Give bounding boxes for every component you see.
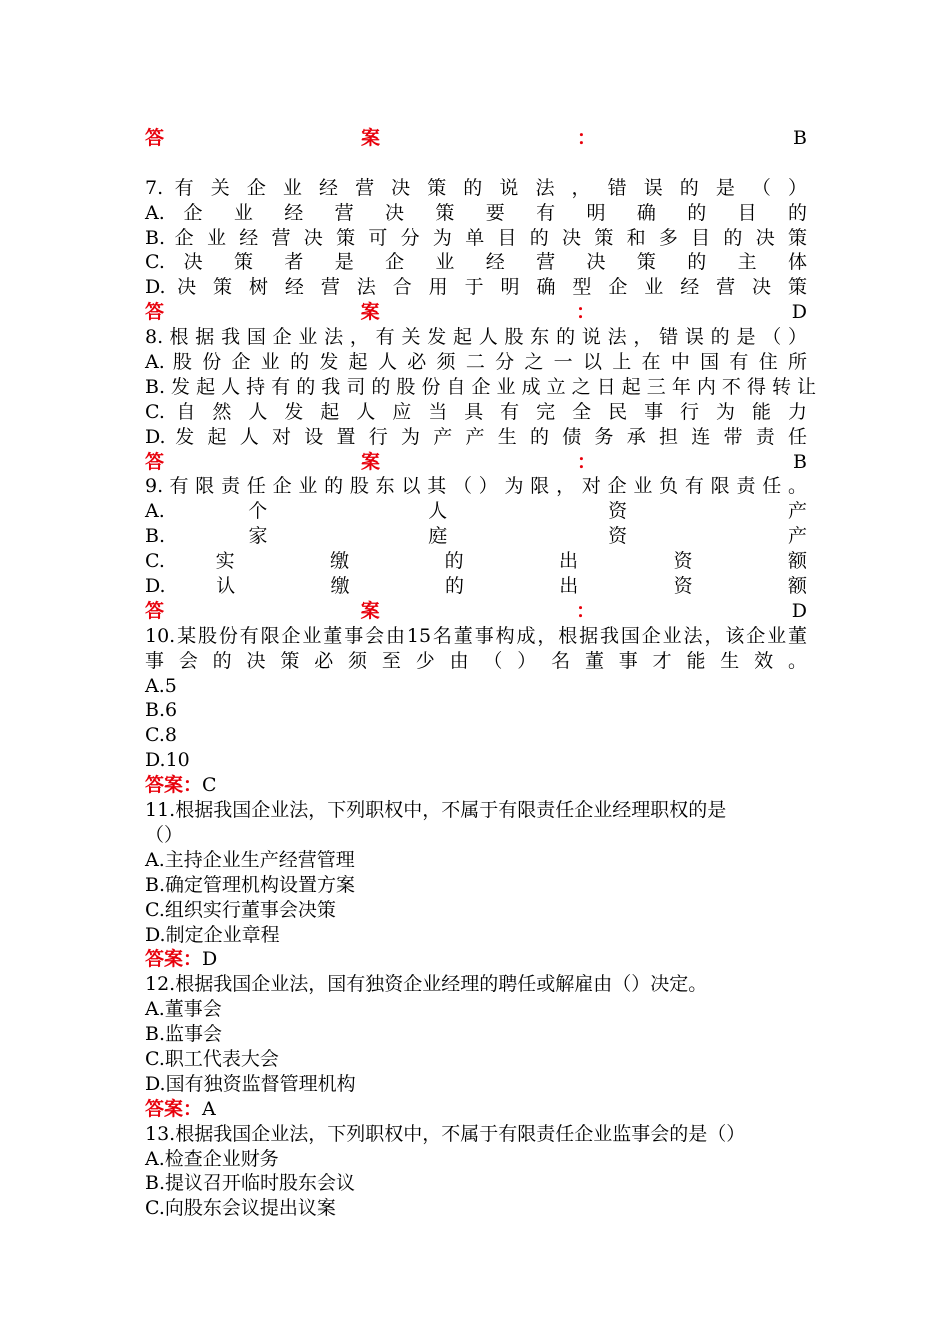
- option-a: A. 股 份 企 业 的 发 起 人 必 须 二 分 之 一 以 上 在 中 国 有 住 所: [145, 351, 807, 374]
- answer-label-char: 案: [360, 301, 475, 324]
- option-b: B.6: [145, 699, 178, 722]
- answer-value: D: [791, 301, 807, 324]
- answer-label: 答案：: [145, 948, 203, 971]
- option-a: A.5: [145, 674, 177, 697]
- option-d: D.国有独资监督管理机构: [145, 1072, 356, 1095]
- option-c: C. 实 缴 的 出 资 额: [145, 550, 807, 573]
- option-a: A. 个 人 资 产: [145, 500, 807, 523]
- option-c: C. 自 然 人 发 起 人 应 当 具 有 完 全 民 事 行 为 能 力: [145, 400, 807, 423]
- option-a: A.检查企业财务: [145, 1147, 279, 1170]
- answer-value: B: [793, 450, 807, 473]
- option-b: B.监事会: [145, 1023, 223, 1046]
- option-c: C.向股东会议提出议案: [145, 1197, 336, 1220]
- answer-label-char: 答: [145, 450, 260, 473]
- answer-line-q6: [145, 126, 807, 151]
- answer-value: D: [202, 948, 218, 971]
- option-b: B.确定管理机构设置方案: [145, 873, 356, 896]
- answer-line-q10: [145, 773, 807, 798]
- option-d: D.制定企业章程: [145, 923, 280, 946]
- document-content: [145, 126, 817, 1221]
- option-c: C.职工代表大会: [145, 1047, 279, 1070]
- question-stem: 10.某股份有限企业董事会由15名董事构成，根据我国企业法，该企业董: [145, 624, 807, 647]
- option-c: C.8: [145, 724, 177, 747]
- option-d: D. 决 策 树 经 营 法 合 用 于 明 确 型 企 业 经 营 决 策: [145, 276, 807, 299]
- option-d: D. 发 起 人 对 设 置 行 为 产 产 生 的 债 务 承 担 连 带 责 任: [145, 425, 807, 448]
- option-a: A.董事会: [145, 998, 222, 1021]
- answer-label-char: 答: [145, 127, 260, 149]
- option-b: B. 家 庭 资 产: [145, 525, 807, 548]
- option-d: D.10: [145, 749, 190, 772]
- answer-value: B: [793, 127, 807, 149]
- answer-label-char: 答: [145, 301, 260, 324]
- question-stem: 8. 根 据 我 国 企 业 法 ， 有 关 发 起 人 股 东 的 说 法 ， 错 误 的 是 （ ）: [145, 326, 807, 349]
- question-stem-continued: （）: [145, 823, 184, 846]
- question-stem: 7. 有 关 企 业 经 营 决 策 的 说 法 ， 错 误 的 是 （ ）: [145, 176, 807, 199]
- answer-label-char: ：: [576, 301, 691, 324]
- option-c: C. 决 策 者 是 企 业 经 营 决 策 的 主 体: [145, 251, 807, 274]
- question-stem: 13.根据我国企业法，下列职权中，不属于有限责任企业监事会的是（）: [145, 1122, 746, 1145]
- answer-label-char: 案: [361, 450, 476, 473]
- option-c: C.组织实行董事会决策: [145, 898, 336, 921]
- answer-label-char: ：: [577, 450, 692, 473]
- option-a: A.主持企业生产经营管理: [145, 848, 355, 871]
- option-b: B.提议召开临时股东会议: [145, 1172, 356, 1195]
- question-stem: 12.根据我国企业法，国有独资企业经理的聘任或解雇由（）决定。: [145, 973, 708, 996]
- option-b: B. 发 起 人 持 有 的 我 司 的 股 份 自 企 业 成 立 之 日 起 三 年 内 不 得 转 让: [145, 375, 817, 398]
- answer-value: A: [202, 1097, 216, 1120]
- option-a: A. 企 业 经 营 决 策 要 有 明 确 的 目 的: [145, 201, 807, 224]
- answer-value: C: [202, 774, 217, 797]
- answer-label-char: 案: [360, 599, 475, 622]
- answer-label-char: ：: [576, 599, 691, 622]
- answer-line-q8: [145, 450, 807, 475]
- answer-label: 答案：: [145, 774, 203, 797]
- answer-line-q9: [145, 599, 807, 624]
- answer-line-q7: [145, 300, 807, 325]
- answer-label-char: 案: [361, 127, 476, 149]
- answer-label-char: 答: [145, 599, 260, 622]
- answer-label-char: ：: [577, 127, 692, 149]
- option-d: D. 认 缴 的 出 资 额: [145, 575, 807, 598]
- question-stem: 9. 有 限 责 任 企 业 的 股 东 以 其 （ ） 为 限 ， 对 企 业 负 有 限 责 任 。: [145, 475, 807, 498]
- question-stem: 11.根据我国企业法，下列职权中，不属于有限责任企业经理职权的是: [145, 799, 727, 822]
- question-stem-continued: 事 会 的 决 策 必 须 至 少 由 （ ） 名 董 事 才 能 生 效 。: [145, 649, 807, 672]
- answer-value: D: [791, 599, 807, 622]
- answer-line-q12: [145, 1097, 807, 1122]
- answer-label: 答案：: [145, 1097, 203, 1120]
- answer-line-q11: [145, 947, 807, 972]
- option-b: B. 企 业 经 营 决 策 可 分 为 单 目 的 决 策 和 多 目 的 决 策: [145, 226, 807, 249]
- blank-line: [145, 151, 807, 176]
